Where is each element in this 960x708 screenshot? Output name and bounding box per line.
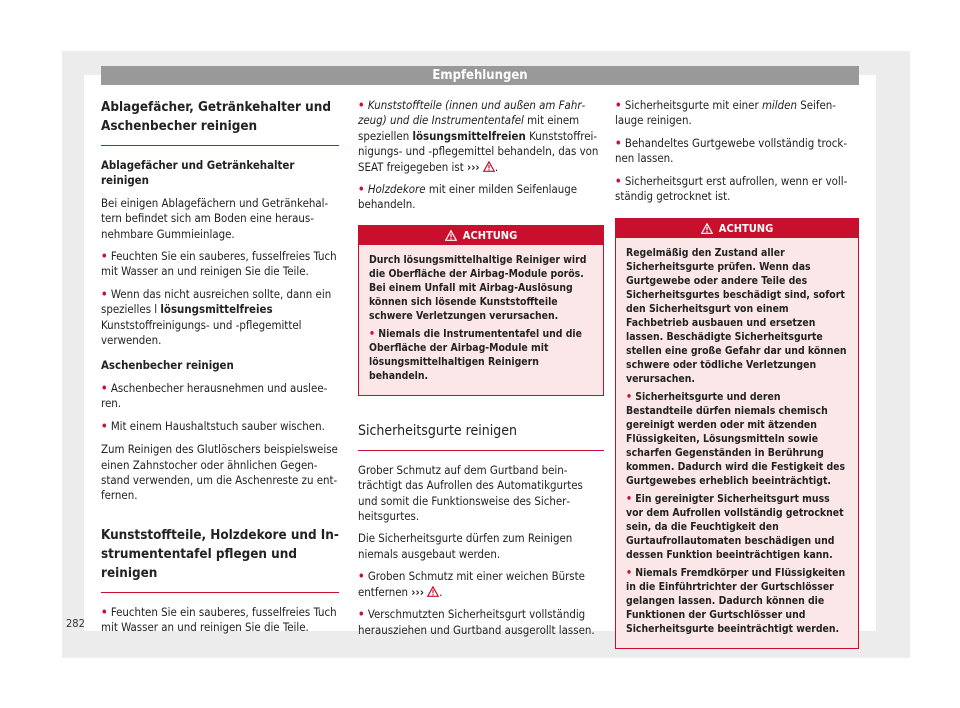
bullet-dot: • — [626, 567, 632, 580]
paragraph: Grober Schmutz auf dem Gurtband beinträchtigt das Aufrollen des Automatikgurtes und somit die Funktionsweise des Sicherheitsgurtes. — [358, 462, 583, 524]
warning-triangle-icon — [701, 223, 713, 234]
bullet-dot: • — [369, 327, 375, 340]
bullet-dot: • — [101, 418, 108, 433]
list-item: • Behandeltes Gurtgewebe vollständig trocknen lassen. — [615, 135, 848, 166]
bullet-dot: • — [358, 98, 365, 112]
section-title-ablagefaecher: Ablagefächer, Getränkehalter und Aschenbecher reinigen — [101, 98, 339, 146]
paragraph: Zum Reinigen des Glutlöschers beispielsweise einen Zahnstocher oder ähnlichen Gegenstand verwenden, um die Aschenreste zu entfernen. — [101, 442, 338, 503]
list-item: • Wenn das nicht ausreichen sollte, dann ein spezielles l lösungsmittelfreies Kunststoffreinigungs- und -pflegemittel verwenden. — [101, 286, 332, 348]
list-item: • Holzdekore mit einer milden Seifenlauge behandeln. — [358, 182, 578, 212]
warning-body: Durch lösungsmittelhaltige Reiniger wird die Oberfläche der Airbag-Module porös. Bei einem Unfall mit Airbag-Auslösung können sich lösende Kunststoffteile schwere Verletzungen verursachen. • Niemals die Instrumententafel und die Oberfläche der Airbag-Module mit lösungsmittelhaltigen Reinigern behandeln. — [359, 245, 603, 395]
list-item: • Ein gereinigter Sicherheitsgurt muss vor dem Aufrollen vollständig getrocknet sein, da die Feuchtigkeit den Gurtaufrollautomaten beschädigen und dessen Funktion beeinträchtigen kann. — [626, 493, 844, 562]
warning-header: ACHTUNG — [616, 219, 858, 238]
bullet-dot: • — [615, 135, 622, 150]
cross-reference-arrow[interactable]: ››› — [466, 159, 480, 174]
list-item: • Niemals die Instrumententafel und die Oberfläche der Airbag-Module mit lösungsmittelhaltigen Reinigern behandeln. — [369, 327, 582, 382]
subheading-aschenbecher: Aschenbecher reinigen — [101, 358, 234, 373]
list-item: • Groben Schmutz mit einer weichen Bürste entfernen ››› . — [358, 569, 585, 599]
bullet-dot: • — [101, 249, 108, 264]
bullet-dot: • — [358, 182, 365, 197]
chapter-header: Empfehlungen — [101, 66, 859, 85]
cross-reference-arrow[interactable]: ››› — [411, 584, 424, 599]
bullet-dot: • — [101, 604, 108, 619]
list-item: • Verschmutzten Sicherheitsgurt vollständig herausziehen und Gurtband ausgerollt lassen. — [358, 607, 595, 637]
list-item: • Sicherheitsgurte mit einer milden Seifenlauge reinigen. — [615, 98, 836, 128]
list-item: • Feuchten Sie ein sauberes, fusselfreies Tuch mit Wasser an und reinigen Sie die Teile. — [101, 249, 337, 279]
left-column — [101, 98, 339, 643]
list-item: • Feuchten Sie ein sauberes, fusselfreies Tuch mit Wasser an und reinigen Sie die Teile. — [101, 604, 337, 635]
warning-triangle-icon — [445, 230, 457, 241]
paragraph: Die Sicherheitsgurte dürfen zum Reinigen niemals ausgebaut werden. — [358, 531, 573, 561]
warning-box — [358, 225, 604, 396]
warning-box — [615, 218, 859, 649]
page-number: 282 — [66, 617, 85, 630]
list-item: • Mit einem Haushaltstuch sauber wischen. — [101, 418, 325, 433]
bullet-dot: • — [615, 98, 622, 112]
bullet-dot: • — [626, 493, 632, 506]
bullet-dot: • — [615, 173, 622, 188]
warning-body: Regelmäßig den Zustand aller Sicherheitsgurte prüfen. Wenn das Gurtgewebe oder andere Teile des Sicherheitsgurtes beschädigt sind, sofort den Sicherheitsgurt von einem Fachbetrieb ausbauen und ersetzen lassen. Beschädigte Sicherheitsgurte stellen eine große Gefahr dar und können schwere oder tödliche Verletzungen verursachen. • Sicherheitsgurte und deren Bestandteile dürfen niemals chemisch gereinigt werden oder mit ätzenden Flüssigkeiten, Lösungsmitteln sowie scharfen Gegenständen in Berührung kommen. Dadurch wird die Festigkeit des Gurtgewebes erheblich beeinträchtigt. • Ein gereinigter Sicherheitsgurt muss vor dem Aufrollen vollständig getrocknet sein, da die Feuchtigkeit den Gurtaufrollautomaten beschädigen und dessen Funktion beeinträchtigen kann. • Niemals Fremdkörper und Flüssigkeiten in die Einführtrichter der Gurtschlösser gelangen lassen. Dadurch können die Funktionen der Gurtschlösser und Sicherheitsgurte beeinträchtigt werden. — [616, 238, 858, 648]
bullet-dot: • — [101, 286, 108, 301]
warning-triangle-icon — [483, 161, 495, 172]
subheading-getraenkehalter: Ablagefächer und Getränkehalter reinigen — [101, 158, 295, 188]
bullet-dot: • — [358, 569, 365, 584]
paragraph: Bei einigen Ablagefächern und Getränkehaltern befindet sich am Boden eine herausnehmbare Gummieinlage. — [101, 195, 329, 241]
warning-header: ACHTUNG — [359, 226, 603, 245]
bullet-dot: • — [358, 607, 365, 622]
warning-triangle-icon — [427, 586, 439, 597]
list-item: • Aschenbecher herausnehmen und ausleeren. — [101, 380, 328, 411]
bullet-dot: • — [626, 391, 632, 404]
right-column — [615, 98, 859, 649]
section-title-kunststoffteile: Kunststoffteile, Holzdekore und Instrumententafel pflegen und reinigen — [101, 526, 339, 593]
list-item: • Niemals Fremdkörper und Flüssigkeiten in die Einführtrichter der Gurtschlösser gelangen lassen. Dadurch können die Funktionen der Gurtschlösser und Sicherheitsgurte beeinträchtigt werden. — [626, 567, 846, 636]
list-item: • Kunststoffteile (innen und außen am Fahrzeug) und die Instrumententafel mit einem speziellen lösungsmittelfreien Kunststoffreinigungs- und -pflegemittel behandeln, das von SEAT freigegeben ist ››› . — [358, 98, 599, 174]
list-item: • Sicherheitsgurte und deren Bestandteile dürfen niemals chemisch gereinigt werden oder mit ätzenden Flüssigkeiten, Lösungsmitteln sowie scharfen Gegenständen in Berührung kommen. Dadurch wird die Festigkeit des Gurtgewebes erheblich beeinträchtigt. — [626, 391, 846, 488]
list-item: • Sicherheitsgurt erst aufrollen, wenn er vollständig getrocknet ist. — [615, 173, 848, 204]
middle-column — [358, 98, 604, 645]
section-title-sicherheitsgurte: Sicherheitsgurte reinigen — [358, 422, 604, 451]
bullet-dot: • — [101, 380, 108, 395]
